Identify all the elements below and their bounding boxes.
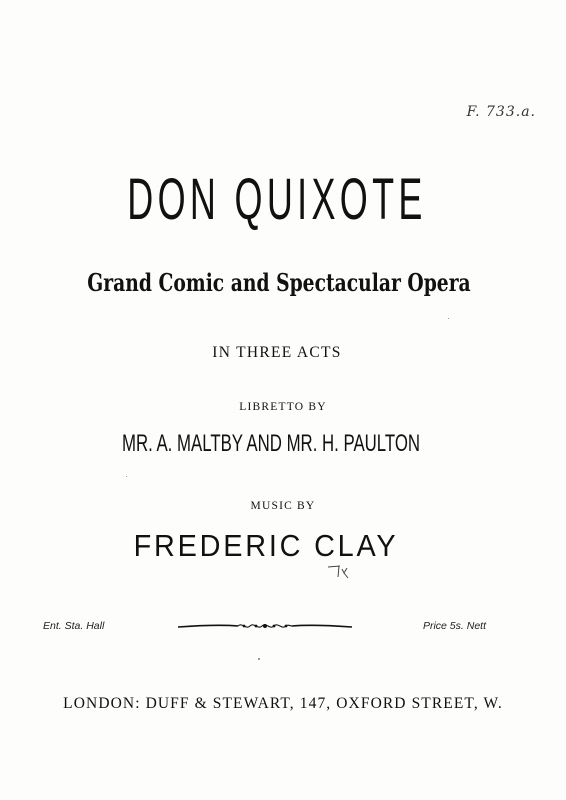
paper-speck (448, 318, 449, 319)
price-note: Price 5s. Nett (422, 620, 486, 632)
publisher-imprint: LONDON: DUFF & STEWART, 147, OXFORD STREET, W. (63, 695, 503, 712)
paper-speck (258, 658, 260, 660)
opera-title: DON QUIXOTE (127, 167, 427, 232)
composer-name: FREDERIC CLAY (133, 528, 399, 563)
opera-subtitle: Grand Comic and Spectacular Opera (87, 268, 471, 297)
libretto-label: LIBRETTO BY (239, 401, 327, 413)
ornamental-rule (176, 617, 354, 635)
paper-speck (126, 476, 127, 477)
stationers-hall-entry: Ent. Sta. Hall (43, 620, 105, 632)
pencil-mark-icon (326, 564, 350, 580)
acts-line: IN THREE ACTS (212, 344, 342, 361)
librettists: MR. A. MALTBY AND MR. H. PAULTON (121, 430, 421, 457)
music-label: MUSIC BY (250, 500, 316, 512)
library-shelfmark: F. 733.a. (466, 104, 536, 120)
